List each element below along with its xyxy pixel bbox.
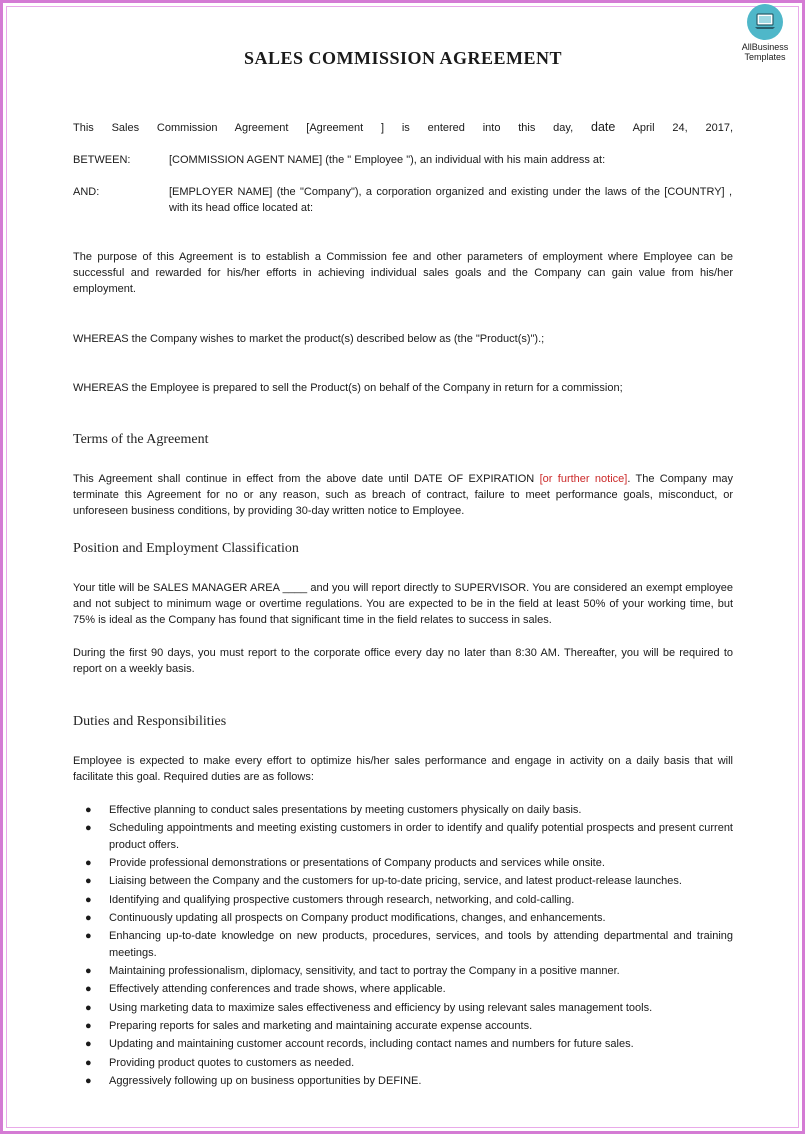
list-item: ● Effective planning to conduct sales presentations by meeting customers physically on daily basis. xyxy=(73,802,733,819)
position-paragraph-2: During the first 90 days, you must report to the corporate office every day no later than 8:30 AM. Thereafter, you will be required to report on a weekly basis. xyxy=(73,647,733,675)
bullet-icon: ● xyxy=(85,1056,92,1069)
terms-text-b: . The Company may terminate this Agreement for no or any reason, such as breach of contract, failure to meet performance goals, misconduct, or unforeseen business conditions, by providing 30-day written notice to Employee. xyxy=(73,473,734,517)
bullet-icon: ● xyxy=(85,857,92,870)
list-item: ● Provide professional demonstrations or presentations of Company products and services while onsite. xyxy=(73,855,733,872)
between-label: BETWEEN: xyxy=(73,154,131,166)
intro-date: April 24, 2017, xyxy=(632,122,734,134)
bullet-icon: ● xyxy=(85,911,92,924)
list-item: ● Preparing reports for sales and marketing and maintaining accurate expense accounts. xyxy=(73,1018,733,1035)
heading-position: Position and Employment Classification xyxy=(73,541,299,556)
purpose-paragraph: The purpose of this Agreement is to establish a Commission fee and other parameters of employment where Employee can be successful and rewarded for his/her efforts in achieving individual sales goals and the Company can gain value from his/her employment. xyxy=(73,251,733,295)
terms-further-notice: [or further notice] xyxy=(539,473,628,485)
list-item: ● Using marketing data to maximize sales effectiveness and efficiency by using relevant sales management tools. xyxy=(73,1000,733,1017)
whereas-1: WHEREAS the Company wishes to market the product(s) described below as (the "Product(s)").; xyxy=(73,333,545,345)
bullet-icon: ● xyxy=(85,893,92,906)
bullet-icon: ● xyxy=(85,804,92,816)
list-item: ● Identifying and qualifying prospective customers through research, networking, and cold-calling. xyxy=(73,892,733,909)
intro-date-word: date xyxy=(591,120,616,134)
list-item: ● Liaising between the Company and the customers for up-to-date pricing, service, and latest product-release launches. xyxy=(73,873,733,890)
terms-text-a: This Agreement shall continue in effect from the above date until DATE OF EXPIRATION xyxy=(73,473,535,485)
logo-line1: AllBusiness xyxy=(741,42,789,52)
bullet-icon: ● xyxy=(85,875,92,888)
whereas-2: WHEREAS the Employee is prepared to sell the Product(s) on behalf of the Company in return for a commission; xyxy=(73,382,623,394)
duties-intro: Employee is expected to make every effort to optimize his/her sales performance and engage in activity on a daily basis that will facilitate this goal. Required duties are as follows: xyxy=(73,755,733,783)
list-item: ● Updating and maintaining customer account records, including contact names and numbers for future sales. xyxy=(73,1036,733,1053)
list-item: ● Enhancing up-to-date knowledge on new products, procedures, services, and tools by attending departmental and training meetings. xyxy=(85,930,733,959)
intro-prefix: This Sales Commission Agreement [Agreement ] is entered into this day, xyxy=(73,122,574,134)
bullet-icon: ● xyxy=(85,930,92,943)
duties-list xyxy=(73,802,733,1091)
list-item: ● Continuously updating all prospects on Company product modifications, changes, and enhancements. xyxy=(73,910,733,927)
bullet-icon: ● xyxy=(85,1038,92,1051)
bullet-icon: ● xyxy=(85,1074,92,1087)
intro-paragraph xyxy=(73,119,733,136)
heading-duties: Duties and Responsibilities xyxy=(73,714,227,729)
list-item: ● Providing product quotes to customers as needed. xyxy=(73,1055,733,1072)
list-item: ● Effectively attending conferences and trade shows, where applicable. xyxy=(73,981,733,998)
position-paragraph-1: Your title will be SALES MANAGER AREA ____ and you will report directly to SUPERVISOR. You are considered an exempt employee and not subject to minimum wage or overtime regulations. You are expected to be in the field at least 50% of your working time, but 75% is ideal as the Company has found that significant time in the field relates to success in sales. xyxy=(73,582,733,626)
heading-terms: Terms of the Agreement xyxy=(73,432,209,447)
list-item: ● Aggressively following up on business opportunities by DEFINE. xyxy=(73,1073,733,1090)
bullet-icon: ● xyxy=(85,983,92,996)
bullet-icon: ● xyxy=(85,1019,92,1032)
list-item: ● Scheduling appointments and meeting existing customers in order to identify and qualify potential prospects and present current product offers. xyxy=(85,822,733,851)
allbusiness-logo[interactable] xyxy=(733,4,797,62)
bullet-icon: ● xyxy=(85,965,92,978)
between-text: [COMMISSION AGENT NAME] (the " Employee "), an individual with his main address at: xyxy=(169,154,606,166)
terms-paragraph xyxy=(73,471,733,519)
page-title: SALES COMMISSION AGREEMENT xyxy=(243,48,563,68)
logo-line2: Templates xyxy=(744,52,786,62)
bullet-icon: ● xyxy=(85,822,92,835)
list-item: ● Maintaining professionalism, diplomacy, sensitivity, and tact to portray the Company in a positive manner. xyxy=(73,963,733,980)
and-label: AND: xyxy=(73,186,100,198)
bullet-icon: ● xyxy=(85,1001,92,1014)
laptop-icon xyxy=(747,4,783,40)
and-text: [EMPLOYER NAME] (the "Company"), a corporation organized and existing under the laws of the [COUNTRY] , with its head office located at: xyxy=(169,186,732,214)
